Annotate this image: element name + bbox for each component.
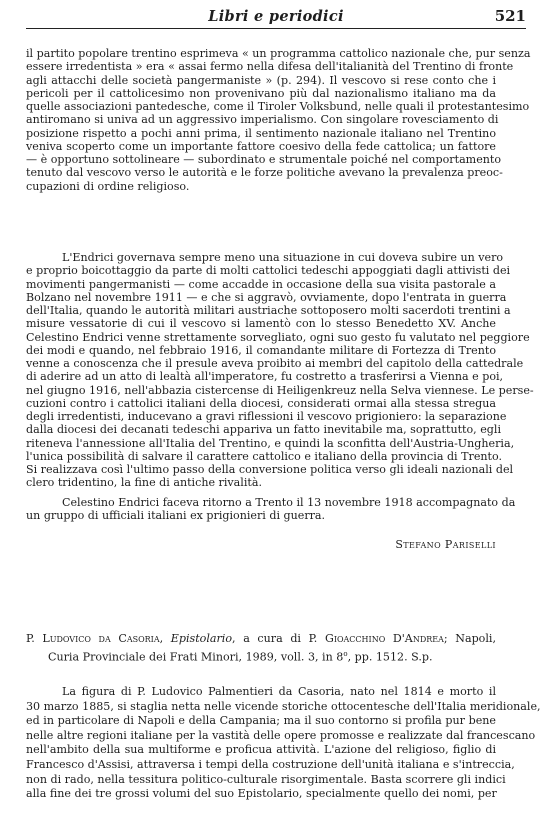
- text-line: ed in particolare di Napoli e della Campania; ma il suo contorno si profila pur bene: [26, 714, 496, 728]
- text-line: Celestino Endrici venne strettamente sorvegliato, ogni suo gesto fu valutato nel peggiore: [26, 330, 530, 344]
- format-superscript: o: [343, 649, 348, 658]
- text-line: e proprio boicottaggio da parte di molti cattolici tedeschi appoggiati dagli attivisti dei: [26, 264, 511, 278]
- text-line: — è opportuno sottolineare — subordinato e strumentale poiché nel comportamento: [26, 153, 502, 166]
- text-line: un gruppo di ufficiali italiani ex prigionieri di guerra.: [26, 509, 326, 523]
- text-line: cuzioni contro i cattolici italiani della diocesi, considerati ormai alla stessa stregua: [26, 396, 496, 410]
- text-line: L'Endrici governava sempre meno una situazione in cui doveva subire un vero: [62, 251, 504, 264]
- running-header: [26, 6, 526, 29]
- editor-name: Gioacchino D'Andrea: [324, 632, 444, 645]
- text-line: quelle associazioni pantedesche, come il Tiroler Volksbund, nelle quali il protestantesimo: [26, 100, 530, 113]
- paragraph-4: [26, 685, 541, 802]
- text-line: pericoli per il cattolicesimo non provenivano più dal nazionalismo italiano ma da: [26, 86, 496, 100]
- running-title: Libri e periodici: [208, 8, 344, 25]
- paragraph-1: [26, 47, 531, 193]
- text-line: agli attacchi delle società pangermaniste » (p. 294). Il vescovo si rese conto che i: [26, 73, 496, 87]
- text-line: antiromano si univa ad un aggressivo imperialismo. Con singolare rovesciamento di: [26, 113, 499, 127]
- text-line: cupazioni di ordine religioso.: [26, 179, 190, 193]
- text-line: alla fine dei tre grossi volumi del suo Epistolario, specialmente quello dei nomi, per: [26, 787, 497, 801]
- author-prefix: P.: [26, 632, 43, 645]
- text-line: Celestino Endrici faceva ritorno a Trento il 13 novembre 1918 accompagnato da: [62, 496, 516, 509]
- text-line: nelle altre regioni italiane per la vastità delle opere promosse e realizzate dal francescano: [26, 728, 536, 742]
- text-line: Francesco d'Assisi, attraversa i tempi della costruzione dell'unità italiana e s'intreccia,: [26, 757, 515, 771]
- page-number: 521: [494, 7, 526, 25]
- paragraph-2: [26, 251, 534, 490]
- text-line: La figura di P. Ludovico Palmentieri da Casoria, nato nel 1814 e morto il: [62, 685, 496, 698]
- text-line: l'unica possibilità di salvare il carattere cattolico e italiano della provincia di Trento.: [26, 449, 503, 463]
- reviewed-title: Epistolario: [170, 632, 233, 645]
- author-signature: Stefano Pariselli: [395, 538, 496, 551]
- text-line: dalla diocesi dei decanati tedeschi appariva un fatto inevitabile ma, soprattutto, egli: [26, 423, 501, 437]
- review-heading-line-1: [26, 632, 496, 647]
- text-line: di aderire ad un atto di lealtà all'imperatore, fu costretto a trasferirsi a Vienna e poi,: [26, 370, 504, 384]
- text-line: dei modi e quando, nel febbraio 1916, il comandante militare di Fortezza di Trento: [26, 343, 496, 357]
- publication-details: Curia Provinciale dei Frati Minori, 1989, voll. 3, in 8: [48, 650, 344, 664]
- text-line: degli irredentisti, inducevano a gravi riflessioni il vescovo prigioniero: la separazione: [26, 410, 507, 423]
- page-count: , pp. 1512. S.p.: [347, 650, 433, 664]
- text-line: misure vessatorie di cui il vescovo si lamentò con lo stesso Benedetto XV. Anche: [26, 317, 496, 331]
- text-line: 30 marzo 1885, si staglia netta nelle vicende storiche ottocentesche dell'Italia meridionale,: [26, 699, 541, 713]
- text-line: essere irredentista » era « assai fermo nella difesa dell'italianità del Trentino di fronte: [26, 60, 514, 74]
- text-line: nell'ambito della sua multiforme e proficua attività. L'azione del religioso, figlio di: [26, 743, 496, 757]
- text-line: riteneva l'annessione all'Italia del Trentino, e quindi la sconfitta dell'Austria-Ungheria,: [26, 436, 515, 450]
- review-heading: [26, 632, 496, 664]
- publisher-city: ; Napoli,: [443, 632, 496, 645]
- text-line: nel giugno 1916, nell'abbazia cistercense di Heiligenkreuz nella Selva viennese. Le perse-: [26, 383, 534, 397]
- text-line: venne a conoscenza che il presule aveva proibito ai membri del capitolo della cattedrale: [26, 357, 524, 370]
- review-heading-line-2: [26, 647, 496, 662]
- text-line: clero tridentino, la fine di antiche rivalità.: [26, 476, 262, 490]
- text-line: il partito popolare trentino esprimeva « un programma cattolico nazionale che, pur senza: [26, 47, 531, 60]
- text-line: non di rado, nella tessitura politico-culturale risorgimentale. Basta scorrere gli indici: [26, 772, 506, 786]
- text-line: Si realizzava così l'ultimo passo della conversione politica verso gli ideali nazionali del: [26, 463, 514, 476]
- reviewed-author: Ludovico da Casoria: [42, 632, 160, 645]
- text-line: movimenti pangermanisti — come accadde in occasione della sua visita pastorale a: [26, 277, 496, 291]
- text-line: dell'Italia, quando le autorità militari austriache sottoposero molti sacerdoti trentini a: [26, 304, 511, 317]
- separator: ,: [159, 632, 171, 645]
- text-line: tenuto dal vescovo verso le autorità e le forze politiche avevano la prevalenza preoc-: [26, 166, 503, 180]
- curator-prefix: , a cura di P.: [232, 632, 325, 645]
- text-line: posizione rispetto a pochi anni prima, il sentimento nazionale italiano nel Trentino: [26, 126, 496, 140]
- text-line: Bolzano nel novembre 1911 — e che si aggravò, ovviamente, dopo l'entrata in guerra: [26, 290, 507, 304]
- text-line: veniva scoperto come un importante fattore coesivo della fede cattolica; un fattore: [26, 139, 496, 153]
- paragraph-3: [26, 496, 516, 523]
